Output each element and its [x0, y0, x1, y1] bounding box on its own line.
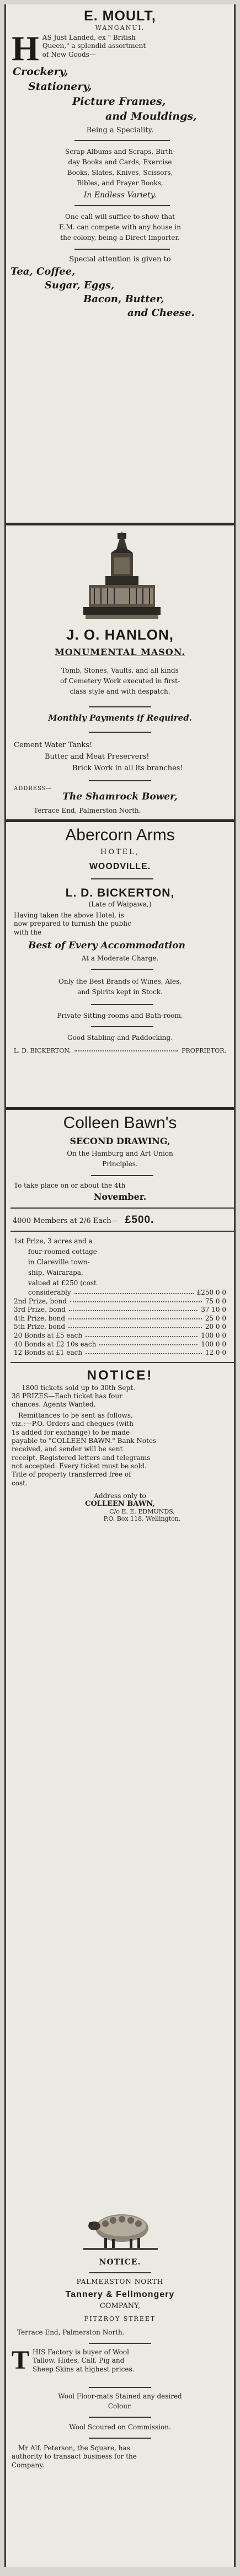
desc-line: class style and with despatch. — [70, 688, 170, 695]
colleen-advert — [6, 1113, 234, 1522]
prize-label: 3rd Prize, bond — [14, 1306, 66, 1314]
prize-label: 4th Prize, bond — [14, 1314, 66, 1322]
colleen-remittance — [6, 1412, 234, 1488]
prize-amount: 12 0 0 — [205, 1349, 226, 1357]
colleen-union — [6, 1149, 234, 1169]
hanlon-name: J. O. HANLON, — [66, 626, 174, 643]
divider — [10, 1208, 234, 1209]
section-rule — [6, 819, 234, 822]
hanlon-desc — [6, 666, 234, 697]
prize-label: 40 Bonds at £2 10s each — [14, 1340, 97, 1348]
abercorn-hotel: HOTEL, — [100, 848, 140, 856]
notice-line: chances. Agents Wanted. — [12, 1400, 96, 1409]
goods-mouldings: and Mouldings, — [105, 110, 197, 122]
sheep-illustration — [83, 2207, 158, 2251]
hanlon-address-line: Terrace End, Palmerston North. — [34, 807, 141, 814]
remit-line: 1s added for exchange) to be made — [12, 1428, 130, 1436]
prize-row — [6, 1340, 234, 1349]
leader-dots — [70, 1297, 202, 1303]
abercorn-advert — [6, 825, 234, 1055]
hanlon-payments: Monthly Payments if Required. — [48, 713, 192, 723]
tannery-dropcap: T — [12, 2346, 30, 2375]
prize-amount: 100 0 0 — [201, 1331, 226, 1339]
divider — [89, 2387, 151, 2388]
brands-line: and Spirits kept in Stock. — [77, 988, 163, 996]
tannery-floor: Wool Floor-mats Stained any desired — [58, 2392, 182, 2400]
body-line: now prepared to furnish the public — [14, 920, 131, 928]
moult-title: E. MOULT, — [84, 8, 156, 24]
leader-dots — [86, 1349, 202, 1354]
colleen-drawing: SECOND DRAWING, — [70, 1136, 170, 1146]
leader-dots — [74, 1047, 178, 1051]
abercorn-charge: At a Moderate Charge. — [81, 954, 159, 963]
prize-amount: 75 0 0 — [205, 1297, 226, 1305]
peterson-line: Mr Alf. Peterson, the Square, has — [18, 2444, 130, 2452]
prize-list — [6, 1297, 234, 1357]
abercorn-body — [6, 911, 234, 937]
divider — [89, 732, 151, 733]
prize-row — [6, 1349, 234, 1357]
divider — [91, 1175, 153, 1176]
abercorn-town: WOODVILLE. — [89, 862, 151, 871]
scrap-line: day Books and Cards, Exercise — [68, 158, 172, 166]
tannery-colour: Colour. — [108, 2402, 132, 2410]
members-text: 4000 Members at 2/6 Each— — [13, 1217, 119, 1225]
divider — [74, 249, 170, 250]
prize-amount: 37 10 0 — [201, 1306, 226, 1314]
prize-1 — [6, 1236, 234, 1297]
remit-line: received, and sender will be sent — [12, 1445, 123, 1453]
prize1-line: four-roomed cottage — [28, 1248, 97, 1255]
remit-line: not accepted. Every ticket must be sold. — [12, 1462, 147, 1470]
abercorn-best: Best of Every Accommodation — [28, 940, 185, 952]
colleen-notice-body — [6, 1384, 234, 1409]
prize1-line: 1st Prize, 3 acres and a — [14, 1237, 93, 1245]
goods-crockery: Crockery, — [13, 66, 68, 78]
prize1-tail: considerably — [28, 1289, 71, 1296]
prize-amount: 100 0 0 — [201, 1340, 226, 1348]
leader-dots — [68, 1323, 202, 1328]
notice-line: 38 PRIZES—Each ticket has four — [12, 1392, 122, 1400]
prize1-line: ship, Wairarapa, — [28, 1269, 83, 1276]
prize-row — [6, 1314, 234, 1323]
moult-variety: In Endless Variety. — [83, 191, 157, 200]
moult-advert — [6, 8, 234, 320]
colleen-place: To take place on or about the 4th — [14, 1182, 126, 1189]
moult-visit — [6, 212, 234, 243]
tannery-body-line: HIS Factory is buyer of Wool — [33, 2348, 129, 2356]
colleen-address-box: P.O. Box 118, Wellington. — [103, 1515, 181, 1523]
prize-row — [6, 1332, 234, 1340]
prize-label: 5th Prize, bond — [14, 1323, 66, 1331]
tannery-company2: COMPANY, — [99, 2302, 141, 2310]
signoff-name: L. D. BICKERTON, — [14, 1047, 71, 1055]
prize-row — [6, 1297, 234, 1306]
prize-row — [6, 1306, 234, 1314]
grocery-tea: Tea, Coffee, — [10, 266, 76, 277]
tannery-commission: Wool Scoured on Commission. — [69, 2423, 171, 2431]
abercorn-title: Abercorn Arms — [65, 826, 175, 844]
prize1-line: valued at £250 (cost — [28, 1279, 97, 1287]
remit-line: Title of property transferred free of — [12, 1471, 131, 1479]
grocery-bacon: Bacon, Butter, — [83, 293, 164, 305]
divider — [89, 2343, 151, 2344]
union-line: Principles. — [102, 1160, 138, 1168]
tannery-street: FITZROY STREET — [84, 2315, 156, 2322]
scrap-line: Books, Slates, Knives, Scissors, — [67, 169, 173, 176]
hanlon-address-name: The Shamrock Bower, — [62, 791, 178, 802]
remit-line: payable to "COLLEEN BAWN." Bank Notes — [12, 1436, 157, 1445]
divider — [74, 205, 170, 206]
divider — [10, 1362, 234, 1363]
divider — [10, 1231, 234, 1232]
goods-stationery: Stationery, — [28, 80, 92, 93]
moult-dropcap: H — [12, 29, 39, 68]
signoff-role: PROPRIETOR. — [182, 1047, 226, 1055]
colleen-notice: NOTICE! — [87, 1367, 153, 1383]
moult-goods — [6, 65, 234, 124]
remit-line: cost. — [12, 1479, 28, 1487]
tannery-town: PALMERSTON NORTH — [76, 2278, 164, 2285]
divider — [91, 969, 153, 970]
tannery-body-line: Sheep Skins at highest prices. — [33, 2365, 135, 2373]
visit-line: One call will suffice to show that — [65, 213, 175, 221]
moult-intro-line: AS Just Landed, ex " British — [42, 34, 136, 41]
prize-amount: 25 0 0 — [205, 1314, 226, 1322]
body-line: Having taken the above Hotel, is — [14, 911, 124, 919]
colleen-members — [6, 1214, 234, 1226]
abercorn-signoff — [6, 1047, 234, 1055]
abercorn-late: (Late of Waipawa,) — [88, 900, 152, 908]
section-rule — [6, 523, 234, 525]
section-rule — [6, 1107, 234, 1110]
brands-line: Only the Best Brands of Wines, Ales, — [58, 978, 182, 986]
body-line: with the — [14, 928, 42, 936]
visit-line: the colony, being a Direct Importer. — [60, 234, 180, 242]
leader-dots — [99, 1340, 198, 1346]
moult-town: WANGANUI, — [95, 24, 145, 31]
tannery-notice: NOTICE. — [99, 2258, 141, 2267]
tannery-company: Tannery & Fellmongery — [65, 2290, 175, 2299]
divider — [91, 1026, 153, 1027]
colleen-address-co: C/o E. E. EDMUNDS, — [109, 1508, 175, 1516]
divider — [89, 706, 151, 707]
tannery-body-line: Tallow, Hides, Calf, Pig and — [33, 2357, 125, 2365]
prize1-row — [6, 1289, 234, 1297]
leader-dots — [86, 1332, 198, 1337]
cement-line: Brick Work in all its branches! — [72, 764, 183, 772]
tannery-body — [6, 2348, 234, 2374]
remit-line: Remittances to be sent as follows, — [18, 1411, 133, 1419]
leader-dots — [69, 1306, 198, 1311]
abercorn-proprietor: L. D. BICKERTON, — [65, 887, 175, 899]
scrap-line: Scrap Albums and Scraps, Birth- — [65, 148, 175, 155]
colleen-address-name: COLLEEN BAWN, — [85, 1500, 155, 1509]
prize-label: 2nd Prize, bond — [14, 1297, 67, 1305]
remit-line: receipt. Registered letters and telegrams — [12, 1453, 151, 1462]
moult-intro — [6, 29, 234, 68]
leader-dots — [68, 1314, 202, 1320]
leader-dots — [74, 1289, 194, 1294]
moult-intro-line: of New Goods— — [42, 50, 96, 58]
divider — [89, 2438, 151, 2439]
colleen-address-label: Address only to — [94, 1492, 146, 1500]
divider — [91, 1004, 153, 1005]
peterson-line: authority to transact business for the — [12, 2452, 137, 2461]
prize-amount: 20 0 0 — [205, 1323, 226, 1331]
desc-line: Tomb, Stones, Vaults, and all kinds — [61, 667, 179, 674]
divider — [74, 140, 170, 141]
notice-line: 1800 tickets sold up to 30th Sept. — [22, 1383, 135, 1392]
remit-line: viz.:—P.O. Orders and cheques (with — [12, 1420, 134, 1428]
tannery-peterson — [6, 2444, 234, 2470]
newspaper-column — [4, 4, 236, 2567]
prize-label: 12 Bonds at £1 each — [14, 1349, 83, 1357]
divider — [91, 878, 153, 879]
divider — [89, 2272, 151, 2273]
prize1-line: in Clareville town- — [28, 1258, 90, 1266]
goods-pictures: Picture Frames, — [72, 95, 166, 108]
hanlon-cement — [6, 739, 234, 774]
moult-scrap-list — [6, 147, 234, 189]
cement-line: Cement Water Tanks! — [14, 741, 93, 749]
moult-grocery — [6, 265, 234, 320]
peterson-line: Company. — [12, 2461, 45, 2469]
moult-speciality: Being a Speciality. — [86, 126, 154, 135]
prize-pool: £500. — [125, 1214, 154, 1226]
divider — [89, 2417, 151, 2418]
grocery-sugar: Sugar, Eggs, — [45, 280, 115, 291]
divider — [89, 780, 151, 781]
abercorn-rooms: Private Sitting-rooms and Bath-room. — [57, 1012, 183, 1020]
hanlon-trade: MONUMENTAL MASON. — [55, 647, 185, 657]
hanlon-address-label: ADDRESS— — [14, 786, 52, 792]
abercorn-stabling: Good Stabling and Paddocking. — [67, 1034, 173, 1042]
desc-line: of Cemetery Work executed in first- — [60, 677, 180, 685]
prize1-amount: £250 0 0 — [196, 1289, 226, 1296]
grocery-cheese: and Cheese. — [127, 307, 195, 319]
moult-intro-line: Queen," a splendid assortment — [42, 42, 146, 50]
monument-illustration — [83, 531, 161, 620]
prize-row — [6, 1323, 234, 1332]
cement-line: Butter and Meat Preservers! — [45, 753, 150, 761]
union-line: On the Hamburg and Art Union — [67, 1150, 173, 1157]
tannery-address: Terrace End, Palmerston North. — [17, 2328, 125, 2336]
prize-label: 20 Bonds at £5 each — [14, 1331, 83, 1339]
visit-line: E.M. can compete with any house in — [58, 223, 182, 231]
abercorn-brands — [6, 976, 234, 997]
colleen-month: November. — [93, 1192, 147, 1202]
colleen-title: Colleen Bawn's — [63, 1114, 177, 1132]
scrap-line: Bibles, and Prayer Books, — [77, 179, 163, 187]
moult-special: Special attention is given to — [69, 255, 171, 264]
